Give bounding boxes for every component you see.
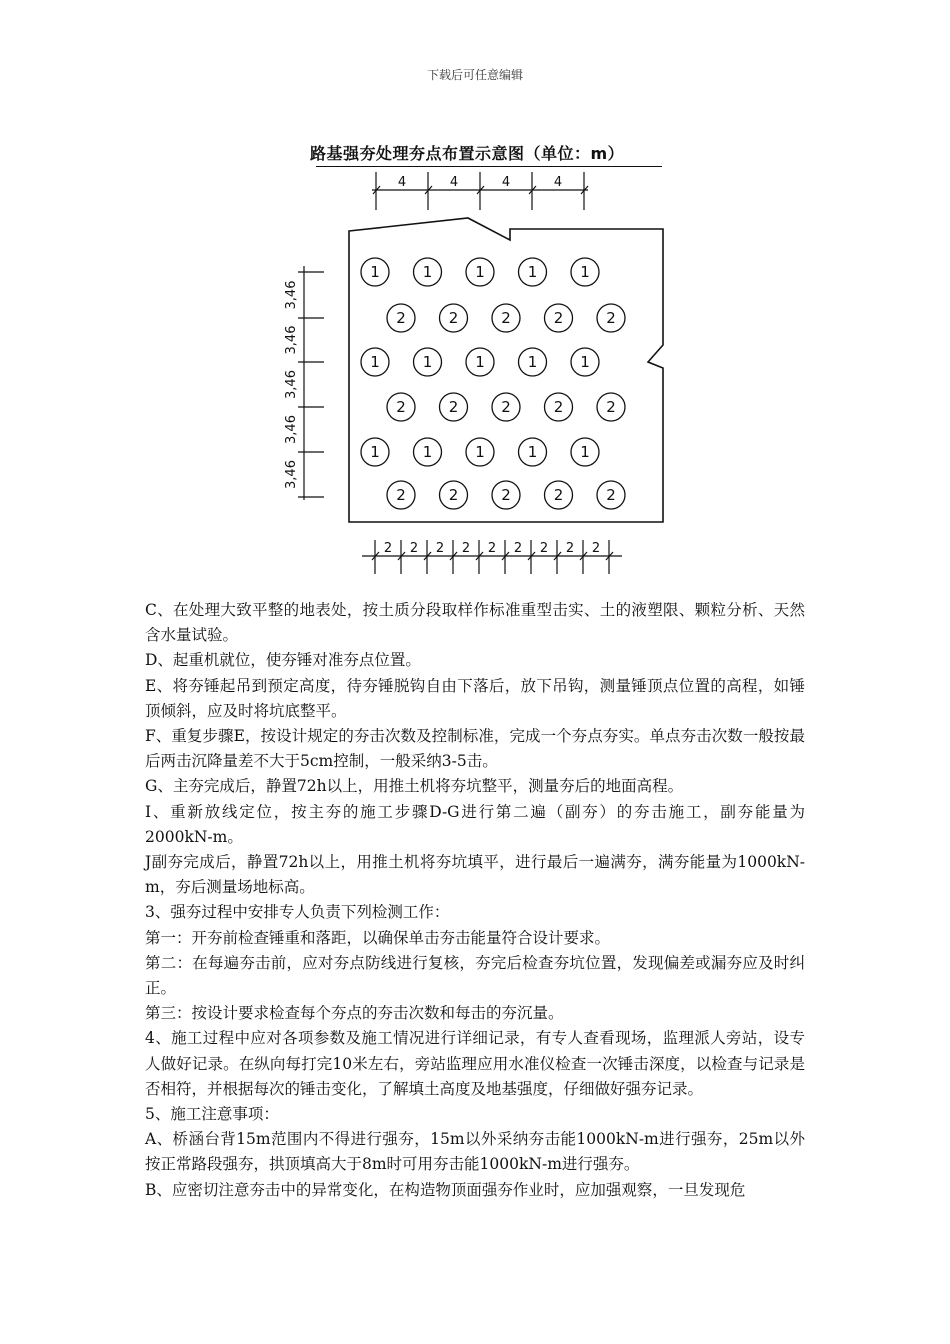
tamping-point-primary: [571, 258, 599, 286]
tamping-point-primary: [361, 438, 389, 466]
tamping-point-label: 1: [527, 443, 538, 461]
bottom-dim-label: 2: [409, 541, 419, 556]
tamping-point-primary: [466, 258, 494, 286]
bottom-dimension-line: [362, 540, 622, 574]
tamping-point-label: 2: [553, 486, 564, 504]
tamping-point-secondary: [545, 304, 573, 332]
tamping-points: [361, 258, 625, 509]
tamping-point-label: 2: [501, 309, 511, 327]
paragraph: 4、施工过程中应对各项参数及施工情况进行详细记录，有专人查看现场，监理派人旁站，设专人做好记录。在纵向每打完10米左右，旁站监理应用水准仪检查一次锤击深度，以检查与记录是否相符，并根据每次的锤击变化，了解填土高度及地基强度，仔细做好强夯记录。: [145, 1029, 805, 1098]
tamping-point-primary: [414, 348, 442, 376]
tamping-point-label: 1: [580, 263, 590, 281]
side-dim-label: 3,46: [284, 370, 299, 399]
top-dim-label: 4: [501, 175, 511, 190]
paragraph: 第一：开夯前检查锤重和落距，以确保单击夯击能量符合设计要求。: [145, 928, 611, 947]
bottom-dim-label: 2: [513, 541, 523, 556]
tamping-point-label: 2: [396, 398, 406, 416]
body-text: [145, 598, 805, 1203]
paragraph: J副夯完成后，静置72h以上，用推土机将夯坑填平，进行最后一遍满夯，满夯能量为1000kN-m，夯后测量场地标高。: [145, 853, 805, 897]
tamping-point-secondary: [440, 481, 468, 509]
side-dim-label: 3,46: [284, 325, 299, 355]
tamping-point-primary: [519, 348, 547, 376]
tamping-point-label: 2: [606, 309, 616, 327]
tamping-point-label: 1: [475, 263, 485, 281]
tamping-point-secondary: [597, 304, 625, 332]
tamping-point-label: 2: [448, 309, 459, 327]
tamping-point-label: 1: [422, 263, 433, 281]
tamping-point-primary: [466, 438, 494, 466]
tamping-point-secondary: [597, 393, 625, 421]
tamping-point-label: 1: [580, 353, 590, 371]
top-dim-label: 4: [553, 175, 563, 190]
site-boundary: [349, 218, 663, 522]
paragraph: 3、强夯过程中安排专人负责下列检测工作：: [145, 903, 450, 922]
tamping-point-label: 1: [580, 443, 590, 461]
paragraph: I、重新放线定位，按主夯的施工步骤D-G进行第二遍（副夯）的夯击施工，副夯能量为2000kN-m。: [145, 802, 805, 846]
tamping-point-label: 2: [396, 486, 406, 504]
tamping-point-secondary: [440, 304, 468, 332]
paragraph: B、应密切注意夯击中的异常变化，在构造物顶面强夯作业时，应加强观察，一旦发现危: [145, 1180, 746, 1199]
tamping-point-secondary: [545, 481, 573, 509]
tamping-point-label: 2: [448, 486, 459, 504]
tamping-point-label: 2: [606, 398, 616, 416]
tamping-point-layout-diagram: [260, 160, 680, 590]
tamping-point-primary: [571, 438, 599, 466]
tamping-point-secondary: [387, 304, 415, 332]
bottom-dim-label: 2: [435, 541, 445, 556]
tamping-point-primary: [519, 438, 547, 466]
diagram-title-text: 路基强夯处理夯点布置示意图（单位：m）: [310, 144, 625, 163]
tamping-point-primary: [519, 258, 547, 286]
tamping-point-label: 2: [553, 398, 564, 416]
bottom-dim-label: 2: [539, 541, 549, 556]
bottom-dim-label: 2: [565, 541, 575, 556]
side-dim-label: 3,46: [284, 280, 299, 310]
tamping-point-label: 1: [527, 353, 538, 371]
paragraph: F、重复步骤E，按设计规定的夯击次数及控制标准，完成一个夯点夯实。单点夯击次数一般按最后两击沉降量差不大于5cm控制，一般采纳3-5击。: [145, 727, 805, 771]
page-header-note: 下载后可任意编辑: [426, 68, 523, 82]
tamping-point-label: 2: [448, 398, 459, 416]
tamping-point-label: 1: [475, 353, 485, 371]
top-dim-label: 4: [397, 175, 407, 190]
paragraph: E、将夯锤起吊到预定高度，待夯锤脱钩自由下落后，放下吊钩，测量锤顶点位置的高程，如锤顶倾斜，应及时将坑底整平。: [145, 676, 805, 720]
paragraph: 第二：在每遍夯击前，应对夯点防线进行复核，夯完后检查夯坑位置，发现偏差或漏夯应及时纠正。: [145, 953, 805, 998]
tamping-point-secondary: [492, 393, 520, 421]
tamping-point-label: 2: [501, 486, 511, 504]
tamping-point-secondary: [440, 393, 468, 421]
top-dim-label: 4: [449, 175, 459, 190]
tamping-point-label: 1: [527, 263, 538, 281]
paragraph: G、主夯完成后，静置72h以上，用推土机将夯坑整平，测量夯后的地面高程。: [145, 777, 684, 796]
bottom-dim-label: 2: [487, 541, 497, 556]
side-dim-label: 3,46: [284, 460, 299, 489]
tamping-point-label: 1: [370, 263, 380, 281]
tamping-point-secondary: [387, 393, 415, 421]
paragraph: D、起重机就位，使夯锤对准夯点位置。: [145, 651, 421, 670]
tamping-point-primary: [414, 438, 442, 466]
tamping-point-label: 1: [370, 353, 380, 371]
tamping-point-label: 2: [501, 398, 511, 416]
paragraph: C、在处理大致平整的地表处，按土质分段取样作标准重型击实、土的液塑限、颗粒分析、天然含水量试验。: [145, 601, 805, 645]
paragraph: A、桥涵台背15m范围内不得进行强夯，15m以外采纳夯击能1000kN-m进行强夯，25m以外按正常路段强夯，拱顶填高大于8m时可用夯击能1000kN-m进行强夯。: [145, 1130, 805, 1174]
tamping-point-primary: [361, 258, 389, 286]
tamping-point-primary: [571, 348, 599, 376]
tamping-point-label: 2: [396, 309, 406, 327]
side-dim-label: 3,46: [284, 415, 299, 444]
tamping-point-primary: [466, 348, 494, 376]
bottom-dim-label: 2: [461, 541, 471, 556]
tamping-point-label: 1: [422, 443, 433, 461]
tamping-point-label: 2: [553, 309, 564, 327]
tamping-point-secondary: [492, 481, 520, 509]
tamping-point-label: 1: [422, 353, 433, 371]
tamping-point-secondary: [492, 304, 520, 332]
tamping-point-secondary: [597, 481, 625, 509]
tamping-point-label: 1: [475, 443, 485, 461]
tamping-point-secondary: [545, 393, 573, 421]
top-dimension-line: [372, 172, 588, 210]
tamping-point-primary: [414, 258, 442, 286]
paragraph: 第三：按设计要求检查每个夯点的夯击次数和每击的夯沉量。: [145, 1004, 564, 1023]
tamping-point-label: 1: [370, 443, 380, 461]
bottom-dim-label: 2: [383, 541, 393, 556]
tamping-point-primary: [361, 348, 389, 376]
bottom-dim-label: 2: [591, 541, 601, 556]
tamping-point-label: 2: [606, 486, 616, 504]
tamping-point-secondary: [387, 481, 415, 509]
side-dimension-line: [284, 266, 324, 500]
paragraph: 5、施工注意事项：: [145, 1105, 279, 1124]
